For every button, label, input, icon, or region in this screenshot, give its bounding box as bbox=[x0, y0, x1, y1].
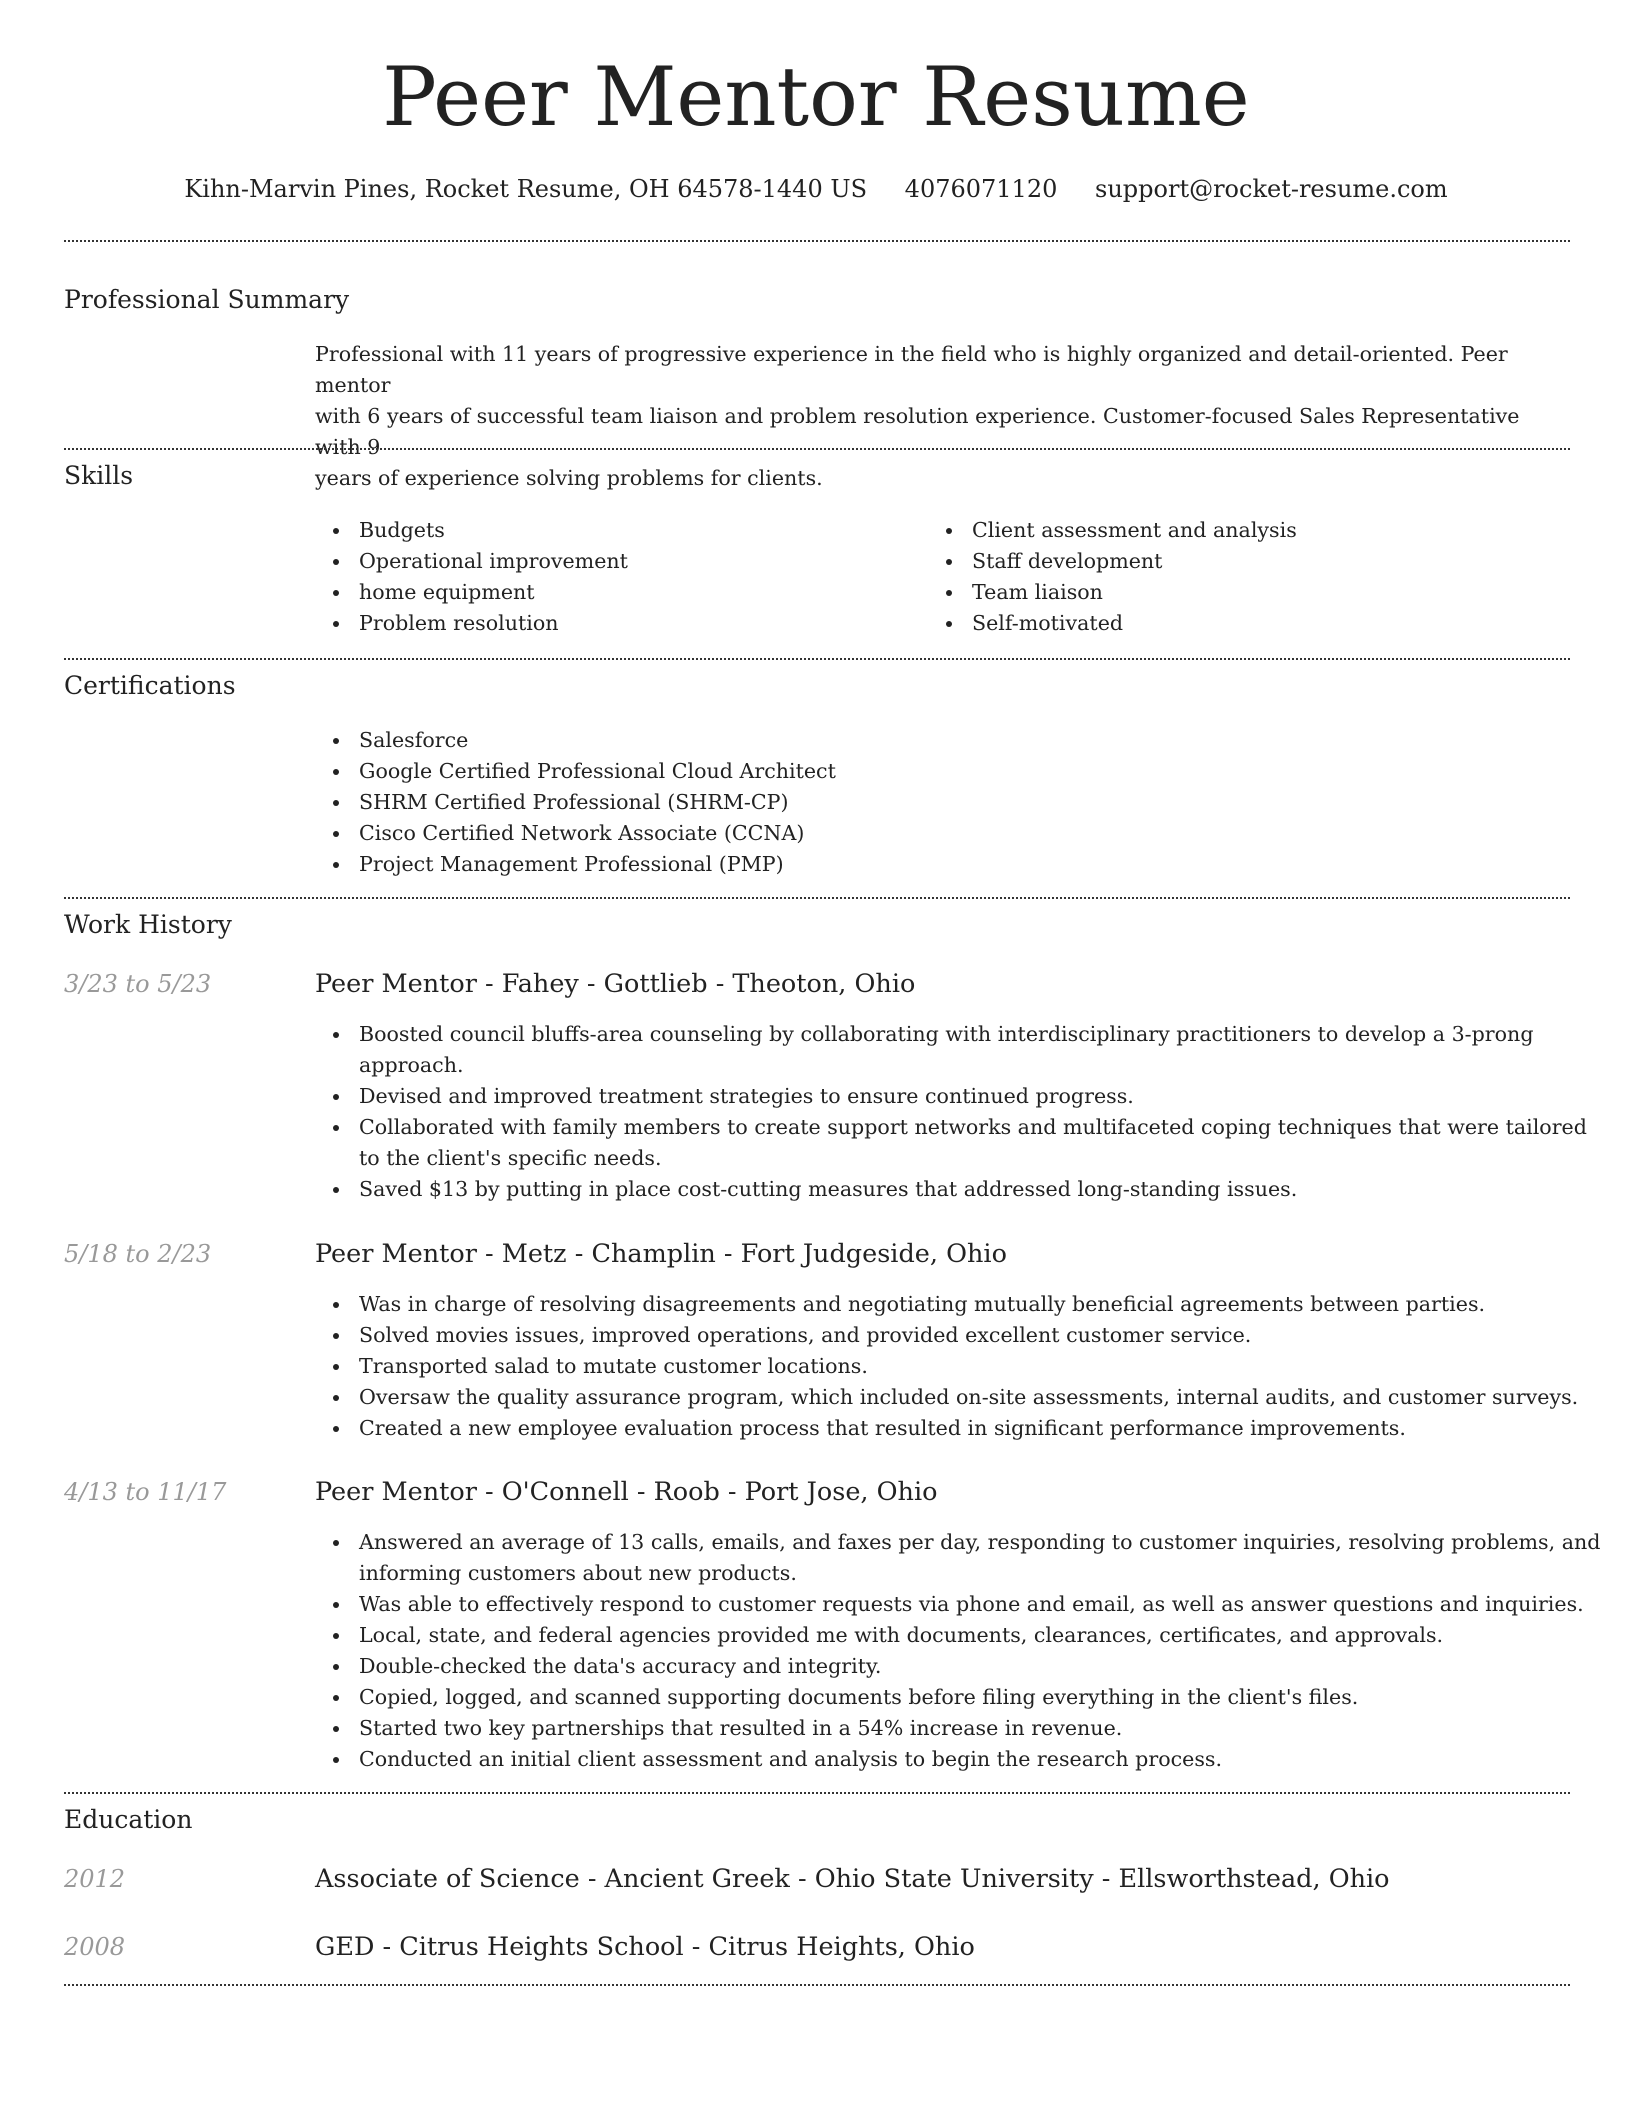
job-bullet-item: Devised and improved treatment strategies to ensure continued progress. bbox=[315, 1081, 1587, 1112]
contact-email[interactable]: support@rocket-resume.com bbox=[1095, 175, 1448, 203]
skill-item: Staff development bbox=[928, 546, 1297, 577]
job-bullets bbox=[315, 1019, 1587, 1205]
skill-item: Self-motivated bbox=[928, 608, 1297, 639]
skill-item: Team liaison bbox=[928, 577, 1297, 608]
education-entry: Associate of Science - Ancient Greek - Ohio State University - Ellsworthstead, Ohio bbox=[315, 1864, 1390, 1894]
job-bullet-item: Answered an average of 13 calls, emails, and faxes per day, responding to customer inquiries, resolving problems, and informing customers about new products. bbox=[315, 1527, 1600, 1589]
job-bullet-item: Saved $13 by putting in place cost-cutting measures that addressed long-standing issues. bbox=[315, 1174, 1587, 1205]
job-dates: 3/23 to 5/23 bbox=[64, 970, 212, 998]
summary-line: Professional with 11 years of progressive experience in the field who is highly organized and detail-oriented. Peer mentor bbox=[315, 342, 1508, 397]
skill-item: home equipment bbox=[315, 577, 628, 608]
section-divider bbox=[64, 1984, 1570, 1986]
job-bullet-item: Was in charge of resolving disagreements and negotiating mutually beneficial agreements between parties. bbox=[315, 1289, 1578, 1320]
section-divider bbox=[64, 240, 1570, 242]
job-title: Peer Mentor - Fahey - Gottlieb - Theoton, Ohio bbox=[315, 969, 916, 999]
job-bullet-item: Copied, logged, and scanned supporting documents before filing everything in the client's files. bbox=[315, 1682, 1600, 1713]
summary-line: years of experience solving problems for clients. bbox=[315, 466, 823, 490]
certifications-list bbox=[315, 725, 836, 880]
section-divider bbox=[64, 1792, 1570, 1794]
job-bullet-item: Started two key partnerships that resulted in a 54% increase in revenue. bbox=[315, 1713, 1600, 1744]
job-bullet-item: Double-checked the data's accuracy and integrity. bbox=[315, 1651, 1600, 1682]
job-title: Peer Mentor - O'Connell - Roob - Port Jose, Ohio bbox=[315, 1477, 938, 1507]
job-bullet-item: Solved movies issues, improved operations, and provided excellent customer service. bbox=[315, 1320, 1578, 1351]
job-bullet-item: Was able to effectively respond to customer requests via phone and email, as well as answer questions and inquiries. bbox=[315, 1589, 1600, 1620]
section-divider bbox=[64, 897, 1570, 899]
job-bullet-item: Transported salad to mutate customer locations. bbox=[315, 1351, 1578, 1382]
certification-item: Google Certified Professional Cloud Architect bbox=[315, 756, 836, 787]
job-dates: 4/13 to 11/17 bbox=[64, 1478, 227, 1506]
job-bullets bbox=[315, 1289, 1578, 1444]
section-heading-education: Education bbox=[64, 1805, 193, 1834]
contact-phone: 4076071120 bbox=[904, 175, 1058, 203]
summary-line: with 6 years of successful team liaison and problem resolution experience. Customer-focused Sales Representative with 9 bbox=[315, 404, 1520, 459]
summary-text bbox=[315, 339, 1565, 494]
section-heading-work: Work History bbox=[64, 910, 232, 939]
resume-title: Peer Mentor Resume bbox=[382, 51, 1250, 145]
job-bullet-item: Oversaw the quality assurance program, which included on-site assessments, internal audits, and customer surveys. bbox=[315, 1382, 1578, 1413]
education-entry: GED - Citrus Heights School - Citrus Heights, Ohio bbox=[315, 1932, 975, 1962]
certification-item: Salesforce bbox=[315, 725, 836, 756]
job-title: Peer Mentor - Metz - Champlin - Fort Judgeside, Ohio bbox=[315, 1239, 1007, 1269]
job-bullet-item: Boosted council bluffs-area counseling by collaborating with interdisciplinary practitioners to develop a 3-prong approach. bbox=[315, 1019, 1587, 1081]
job-bullet-item: Created a new employee evaluation process that resulted in significant performance improvements. bbox=[315, 1413, 1578, 1444]
contact-address: Kihn-Marvin Pines, Rocket Resume, OH 64578-1440 US bbox=[184, 175, 868, 203]
skills-list-left bbox=[315, 515, 628, 639]
skill-item: Problem resolution bbox=[315, 608, 628, 639]
section-heading-skills: Skills bbox=[64, 461, 134, 490]
education-year: 2008 bbox=[64, 1933, 126, 1961]
section-divider bbox=[64, 658, 1570, 660]
section-heading-summary: Professional Summary bbox=[64, 285, 350, 314]
skill-item: Operational improvement bbox=[315, 546, 628, 577]
skills-list-right bbox=[928, 515, 1297, 639]
certification-item: Cisco Certified Network Associate (CCNA) bbox=[315, 818, 836, 849]
contact-line bbox=[0, 169, 1632, 209]
certification-item: SHRM Certified Professional (SHRM-CP) bbox=[315, 787, 836, 818]
job-bullets bbox=[315, 1527, 1600, 1775]
skill-item: Client assessment and analysis bbox=[928, 515, 1297, 546]
job-dates: 5/18 to 2/23 bbox=[64, 1240, 212, 1268]
section-divider bbox=[64, 448, 1570, 450]
job-bullet-item: Local, state, and federal agencies provided me with documents, clearances, certificates, and approvals. bbox=[315, 1620, 1600, 1651]
job-bullet-item: Collaborated with family members to create support networks and multifaceted coping techniques that were tailored to the client's specific needs. bbox=[315, 1112, 1587, 1174]
skill-item: Budgets bbox=[315, 515, 628, 546]
job-bullet-item: Conducted an initial client assessment and analysis to begin the research process. bbox=[315, 1744, 1600, 1775]
section-heading-certifications: Certifications bbox=[64, 671, 236, 700]
education-year: 2012 bbox=[64, 1865, 126, 1893]
certification-item: Project Management Professional (PMP) bbox=[315, 849, 836, 880]
